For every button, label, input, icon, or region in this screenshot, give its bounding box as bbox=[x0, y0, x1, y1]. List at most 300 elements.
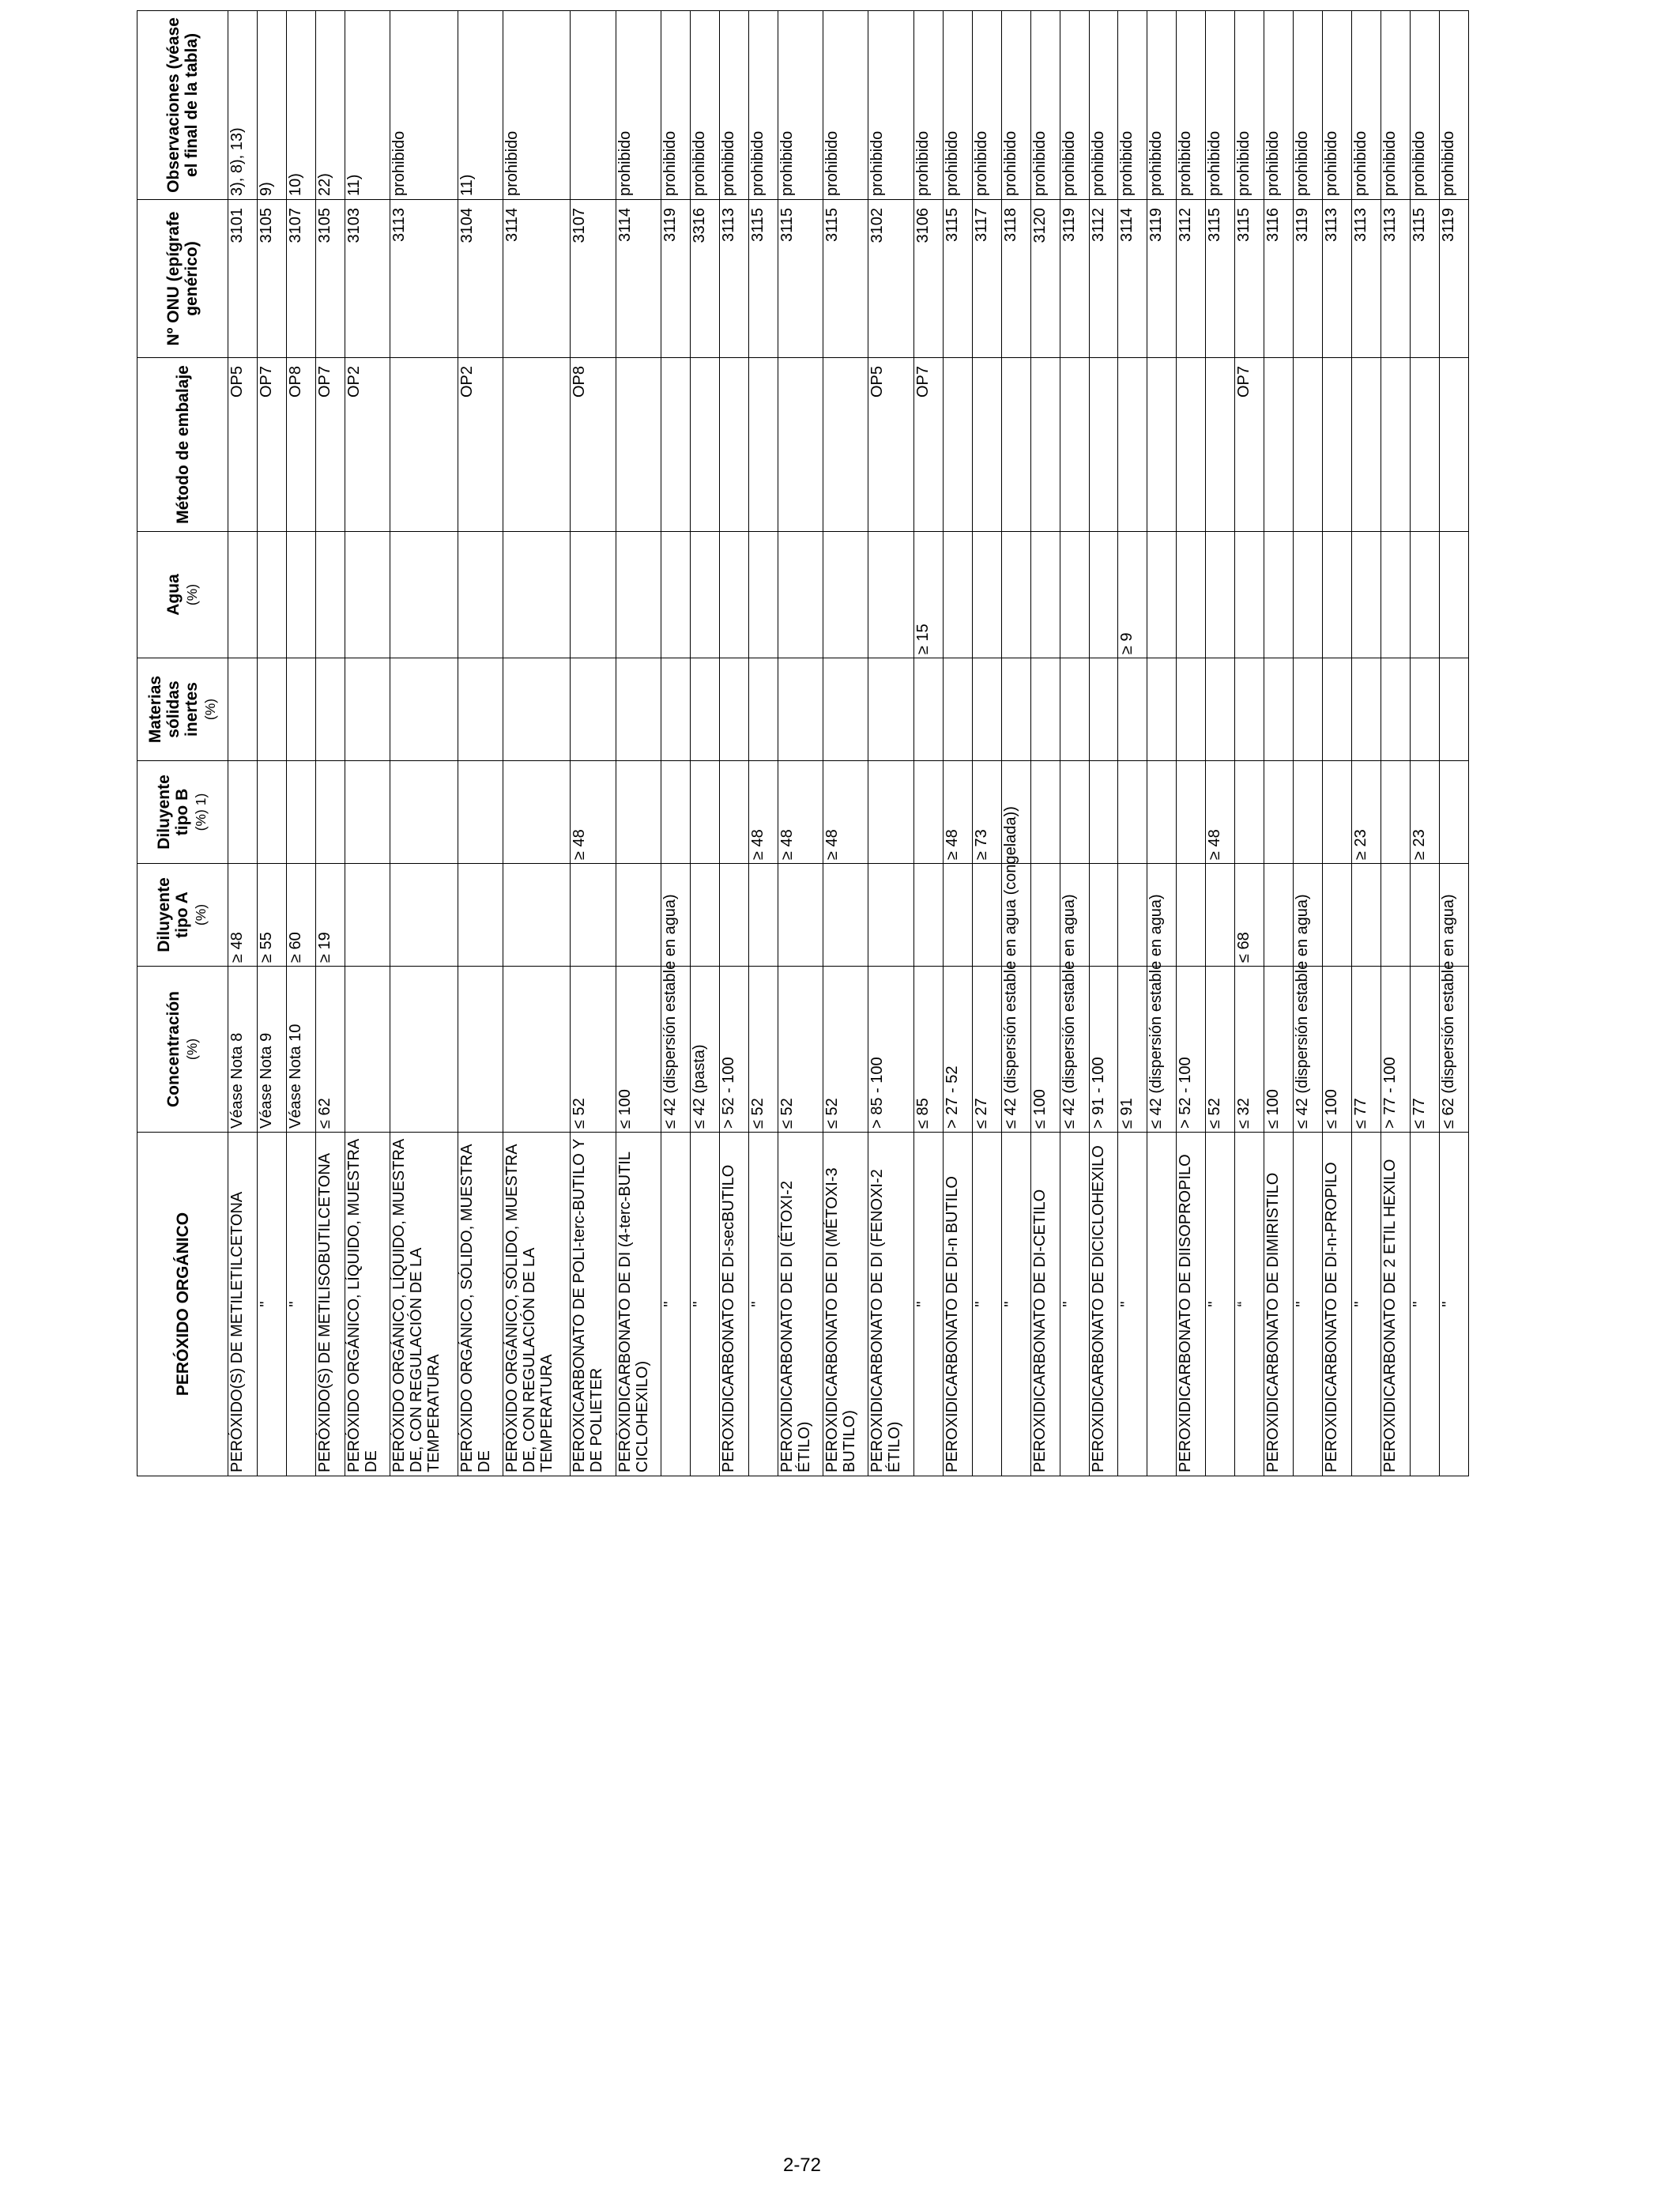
cell-un-number: 3119 bbox=[1439, 200, 1468, 358]
cell-concentration: > 91 - 100 bbox=[1089, 967, 1118, 1133]
cell-inert-solids bbox=[571, 658, 616, 761]
cell-un-number: 3115 bbox=[823, 200, 868, 358]
cell-water bbox=[943, 532, 972, 658]
cell-diluent-a: ≥ 48 bbox=[228, 864, 258, 967]
cell-packing-method bbox=[390, 358, 458, 532]
cell-packing-method: OP5 bbox=[868, 358, 913, 532]
cell-diluent-b bbox=[616, 761, 661, 864]
cell-name: " bbox=[972, 1133, 1001, 1476]
cell-un-number: 3115 bbox=[748, 200, 778, 358]
cell-name: PERÓXIDICARBONATO DE DI (4-terc-BUTIL CICLOHEXILO) bbox=[616, 1133, 661, 1476]
table-row bbox=[1410, 11, 1439, 1476]
cell-observations: prohibido bbox=[1352, 11, 1381, 200]
table-row bbox=[1060, 11, 1089, 1476]
table-row bbox=[458, 11, 503, 1476]
cell-water bbox=[1264, 532, 1294, 658]
cell-observations: prohibido bbox=[690, 11, 719, 200]
table-row bbox=[661, 11, 690, 1476]
cell-water bbox=[719, 532, 748, 658]
cell-diluent-a bbox=[778, 864, 823, 967]
cell-inert-solids bbox=[1264, 658, 1294, 761]
cell-diluent-b: ≥ 48 bbox=[571, 761, 616, 864]
cell-observations: prohibido bbox=[1089, 11, 1118, 200]
cell-observations: prohibido bbox=[616, 11, 661, 200]
cell-packing-method bbox=[748, 358, 778, 532]
cell-diluent-b: ≥ 23 bbox=[1410, 761, 1439, 864]
cell-un-number: 3119 bbox=[1147, 200, 1177, 358]
cell-un-number: 3107 bbox=[286, 200, 315, 358]
cell-concentration bbox=[345, 967, 390, 1133]
cell-diluent-a bbox=[690, 864, 719, 967]
cell-name: " bbox=[690, 1133, 719, 1476]
cell-concentration: ≤ 85 bbox=[913, 967, 943, 1133]
cell-diluent-b bbox=[1089, 761, 1118, 864]
cell-concentration: ≤ 100 bbox=[1030, 967, 1060, 1133]
cell-diluent-a bbox=[1030, 864, 1060, 967]
cell-observations bbox=[571, 11, 616, 200]
cell-diluent-b: ≥ 48 bbox=[823, 761, 868, 864]
cell-inert-solids bbox=[823, 658, 868, 761]
cell-inert-solids bbox=[719, 658, 748, 761]
cell-diluent-b: ≥ 73 bbox=[972, 761, 1001, 864]
cell-un-number: 3114 bbox=[503, 200, 570, 358]
cell-concentration: > 77 - 100 bbox=[1381, 967, 1411, 1133]
cell-diluent-b bbox=[1264, 761, 1294, 864]
cell-inert-solids bbox=[748, 658, 778, 761]
cell-packing-method bbox=[1206, 358, 1235, 532]
cell-packing-method bbox=[1089, 358, 1118, 532]
table-row bbox=[823, 11, 868, 1476]
cell-observations: prohibido bbox=[778, 11, 823, 200]
cell-observations: prohibido bbox=[913, 11, 943, 200]
cell-packing-method bbox=[1439, 358, 1468, 532]
cell-un-number: 3114 bbox=[1118, 200, 1147, 358]
cell-water: ≥ 15 bbox=[913, 532, 943, 658]
cell-diluent-b: ≥ 23 bbox=[1352, 761, 1381, 864]
cell-diluent-b bbox=[345, 761, 390, 864]
cell-un-number: 3316 bbox=[690, 200, 719, 358]
cell-observations: prohibido bbox=[943, 11, 972, 200]
cell-packing-method bbox=[661, 358, 690, 532]
cell-inert-solids bbox=[257, 658, 286, 761]
cell-inert-solids bbox=[1147, 658, 1177, 761]
cell-un-number: 3115 bbox=[1410, 200, 1439, 358]
cell-concentration: ≤ 42 (dispersión estable en agua) bbox=[661, 967, 690, 1133]
cell-observations: prohibido bbox=[1264, 11, 1294, 200]
cell-name: PEROXIDICARBONATO DE DICICLOHEXILO bbox=[1089, 1133, 1118, 1476]
cell-un-number: 3119 bbox=[1294, 200, 1323, 358]
cell-diluent-a bbox=[345, 864, 390, 967]
table-row bbox=[1264, 11, 1294, 1476]
cell-inert-solids bbox=[690, 658, 719, 761]
cell-observations: prohibido bbox=[1323, 11, 1352, 200]
cell-concentration: Véase Nota 10 bbox=[286, 967, 315, 1133]
cell-diluent-a bbox=[1410, 864, 1439, 967]
cell-concentration bbox=[390, 967, 458, 1133]
cell-inert-solids bbox=[1410, 658, 1439, 761]
col-header-inert-solids: Materias sólidas inertes (%) bbox=[137, 658, 228, 761]
cell-un-number: 3119 bbox=[1060, 200, 1089, 358]
cell-observations: prohibido bbox=[503, 11, 570, 200]
cell-diluent-b bbox=[1030, 761, 1060, 864]
cell-water bbox=[1410, 532, 1439, 658]
cell-concentration: ≤ 77 bbox=[1410, 967, 1439, 1133]
cell-concentration: ≤ 62 (dispersión estable en agua) bbox=[1439, 967, 1468, 1133]
cell-name: PEROXIDICARBONATO DE 2 ETIL HEXILO bbox=[1381, 1133, 1411, 1476]
cell-concentration: ≤ 100 bbox=[1323, 967, 1352, 1133]
cell-inert-solids bbox=[1206, 658, 1235, 761]
cell-inert-solids bbox=[1118, 658, 1147, 761]
cell-water bbox=[1381, 532, 1411, 658]
cell-name: PERÓXIDO ORGÁNICO, SÓLIDO, MUESTRA DE bbox=[458, 1133, 503, 1476]
cell-diluent-a bbox=[1177, 864, 1206, 967]
cell-packing-method: OP7 bbox=[913, 358, 943, 532]
cell-diluent-a bbox=[943, 864, 972, 967]
cell-concentration: ≤ 100 bbox=[616, 967, 661, 1133]
cell-un-number: 3102 bbox=[868, 200, 913, 358]
cell-concentration bbox=[503, 967, 570, 1133]
cell-inert-solids bbox=[1030, 658, 1060, 761]
cell-water bbox=[868, 532, 913, 658]
cell-observations: prohibido bbox=[1147, 11, 1177, 200]
cell-diluent-a bbox=[1352, 864, 1381, 967]
cell-observations: 9) bbox=[257, 11, 286, 200]
cell-water bbox=[972, 532, 1001, 658]
cell-water bbox=[661, 532, 690, 658]
cell-diluent-b bbox=[913, 761, 943, 864]
cell-water bbox=[1147, 532, 1177, 658]
cell-concentration: ≤ 42 (dispersión estable en agua) bbox=[1060, 967, 1089, 1133]
cell-water bbox=[1235, 532, 1264, 658]
cell-inert-solids bbox=[868, 658, 913, 761]
cell-packing-method: OP7 bbox=[1235, 358, 1264, 532]
cell-inert-solids bbox=[1235, 658, 1264, 761]
cell-concentration: ≤ 42 (dispersión estable en agua (congelada)) bbox=[1001, 967, 1030, 1133]
cell-un-number: 3115 bbox=[1235, 200, 1264, 358]
table-row bbox=[345, 11, 390, 1476]
cell-name: PEROXIDICARBONATO DE DI-secBUTILO bbox=[719, 1133, 748, 1476]
table-row bbox=[1352, 11, 1381, 1476]
cell-name: " bbox=[1060, 1133, 1089, 1476]
cell-packing-method bbox=[616, 358, 661, 532]
cell-name bbox=[1147, 1133, 1177, 1476]
cell-diluent-b: ≥ 48 bbox=[748, 761, 778, 864]
cell-observations: prohibido bbox=[719, 11, 748, 200]
cell-packing-method bbox=[1381, 358, 1411, 532]
table-row bbox=[286, 11, 315, 1476]
cell-name: PEROXIDICARBONATO DE DI-n BUTILO bbox=[943, 1133, 972, 1476]
cell-inert-solids bbox=[286, 658, 315, 761]
cell-un-number: 3101 bbox=[228, 200, 258, 358]
cell-diluent-b bbox=[868, 761, 913, 864]
cell-concentration: ≤ 77 bbox=[1352, 967, 1381, 1133]
cell-un-number: 3115 bbox=[943, 200, 972, 358]
col-header-water: Agua (%) bbox=[137, 532, 228, 658]
cell-un-number: 3119 bbox=[661, 200, 690, 358]
cell-water bbox=[1439, 532, 1468, 658]
table-row bbox=[748, 11, 778, 1476]
cell-packing-method bbox=[1177, 358, 1206, 532]
table-row bbox=[868, 11, 913, 1476]
cell-inert-solids bbox=[616, 658, 661, 761]
cell-name: " bbox=[257, 1133, 286, 1476]
cell-observations: prohibido bbox=[1001, 11, 1030, 200]
cell-observations: prohibido bbox=[1439, 11, 1468, 200]
cell-inert-solids bbox=[1352, 658, 1381, 761]
cell-observations: prohibido bbox=[1235, 11, 1264, 200]
cell-un-number: 3103 bbox=[345, 200, 390, 358]
cell-observations: prohibido bbox=[1381, 11, 1411, 200]
table-row bbox=[616, 11, 661, 1476]
cell-packing-method bbox=[1352, 358, 1381, 532]
cell-inert-solids bbox=[503, 658, 570, 761]
cell-diluent-a: ≥ 55 bbox=[257, 864, 286, 967]
col-header-diluent-b: Diluyente tipo B (%) 1) bbox=[137, 761, 228, 864]
cell-diluent-b: ≥ 48 bbox=[943, 761, 972, 864]
cell-diluent-a: ≥ 19 bbox=[315, 864, 345, 967]
cell-concentration: ≤ 91 bbox=[1118, 967, 1147, 1133]
cell-inert-solids bbox=[458, 658, 503, 761]
cell-diluent-b bbox=[1323, 761, 1352, 864]
cell-packing-method bbox=[1323, 358, 1352, 532]
cell-water bbox=[458, 532, 503, 658]
table-row bbox=[1294, 11, 1323, 1476]
cell-observations: prohibido bbox=[1060, 11, 1089, 200]
cell-name: " bbox=[1206, 1133, 1235, 1476]
cell-water bbox=[748, 532, 778, 658]
rotated-page-content bbox=[137, 11, 1469, 1476]
cell-inert-solids bbox=[778, 658, 823, 761]
cell-un-number: 3114 bbox=[616, 200, 661, 358]
col-header-name: PERÓXIDO ORGÁNICO bbox=[137, 1133, 228, 1476]
cell-inert-solids bbox=[315, 658, 345, 761]
cell-un-number: 3105 bbox=[257, 200, 286, 358]
cell-inert-solids bbox=[943, 658, 972, 761]
cell-name: " bbox=[1439, 1133, 1468, 1476]
cell-water bbox=[257, 532, 286, 658]
cell-name: PEROXIDICARBONATO DE DI-CETILO bbox=[1030, 1133, 1060, 1476]
cell-observations: prohibido bbox=[1410, 11, 1439, 200]
cell-concentration: ≤ 62 bbox=[315, 967, 345, 1133]
table-row bbox=[913, 11, 943, 1476]
cell-diluent-b bbox=[661, 761, 690, 864]
cell-water bbox=[345, 532, 390, 658]
cell-observations: prohibido bbox=[1118, 11, 1147, 200]
cell-un-number: 3115 bbox=[1206, 200, 1235, 358]
cell-diluent-b bbox=[1118, 761, 1147, 864]
cell-observations: prohibido bbox=[1206, 11, 1235, 200]
cell-diluent-b: ≥ 48 bbox=[1206, 761, 1235, 864]
table-row bbox=[1030, 11, 1060, 1476]
cell-diluent-a: ≤ 68 bbox=[1235, 864, 1264, 967]
col-header-un-number: Nº ONU (epígrafe genérico) bbox=[137, 200, 228, 358]
cell-observations: 11) bbox=[458, 11, 503, 200]
cell-diluent-b bbox=[719, 761, 748, 864]
cell-water bbox=[315, 532, 345, 658]
table-row bbox=[1206, 11, 1235, 1476]
cell-concentration: ≤ 27 bbox=[972, 967, 1001, 1133]
cell-packing-method: OP2 bbox=[458, 358, 503, 532]
cell-water bbox=[286, 532, 315, 658]
cell-inert-solids bbox=[1089, 658, 1118, 761]
col-header-concentration: Concentración (%) bbox=[137, 967, 228, 1133]
cell-un-number: 3113 bbox=[1323, 200, 1352, 358]
cell-diluent-a bbox=[616, 864, 661, 967]
cell-inert-solids bbox=[345, 658, 390, 761]
cell-observations: prohibido bbox=[1294, 11, 1323, 200]
cell-diluent-a bbox=[1118, 864, 1147, 967]
cell-diluent-b bbox=[286, 761, 315, 864]
cell-diluent-a bbox=[1381, 864, 1411, 967]
cell-diluent-b bbox=[458, 761, 503, 864]
cell-un-number: 3117 bbox=[972, 200, 1001, 358]
cell-water bbox=[571, 532, 616, 658]
cell-water bbox=[690, 532, 719, 658]
cell-inert-solids bbox=[1439, 658, 1468, 761]
cell-inert-solids bbox=[1177, 658, 1206, 761]
table-row bbox=[943, 11, 972, 1476]
cell-diluent-b bbox=[1439, 761, 1468, 864]
cell-inert-solids bbox=[913, 658, 943, 761]
page-number: 2-72 bbox=[782, 2154, 822, 2176]
table-row bbox=[1177, 11, 1206, 1476]
cell-packing-method bbox=[943, 358, 972, 532]
table-row bbox=[778, 11, 823, 1476]
cell-concentration: ≤ 52 bbox=[1206, 967, 1235, 1133]
cell-observations: 11) bbox=[345, 11, 390, 200]
cell-diluent-a bbox=[1264, 864, 1294, 967]
cell-diluent-b: ≥ 48 bbox=[778, 761, 823, 864]
table-row bbox=[1381, 11, 1411, 1476]
cell-concentration: > 27 - 52 bbox=[943, 967, 972, 1133]
cell-name: " bbox=[1410, 1133, 1439, 1476]
cell-diluent-a bbox=[571, 864, 616, 967]
table-row bbox=[1439, 11, 1468, 1476]
cell-concentration: ≤ 52 bbox=[778, 967, 823, 1133]
cell-water bbox=[1206, 532, 1235, 658]
cell-packing-method bbox=[1147, 358, 1177, 532]
cell-packing-method bbox=[1030, 358, 1060, 532]
cell-observations: prohibido bbox=[823, 11, 868, 200]
organic-peroxide-table bbox=[137, 10, 1469, 1476]
cell-packing-method: OP8 bbox=[286, 358, 315, 532]
cell-name: " bbox=[1118, 1133, 1147, 1476]
table-row bbox=[972, 11, 1001, 1476]
cell-concentration bbox=[458, 967, 503, 1133]
cell-concentration: ≤ 42 (dispersión estable en agua) bbox=[1294, 967, 1323, 1133]
cell-concentration: ≤ 52 bbox=[748, 967, 778, 1133]
cell-diluent-a bbox=[868, 864, 913, 967]
table-row bbox=[571, 11, 616, 1476]
cell-name: " bbox=[286, 1133, 315, 1476]
cell-concentration: ≤ 42 (pasta) bbox=[690, 967, 719, 1133]
cell-un-number: 3106 bbox=[913, 200, 943, 358]
table-row bbox=[228, 11, 258, 1476]
cell-observations: prohibido bbox=[1030, 11, 1060, 200]
cell-packing-method: OP2 bbox=[345, 358, 390, 532]
cell-concentration: Véase Nota 8 bbox=[228, 967, 258, 1133]
cell-packing-method bbox=[719, 358, 748, 532]
cell-un-number: 3104 bbox=[458, 200, 503, 358]
cell-packing-method bbox=[823, 358, 868, 532]
cell-un-number: 3112 bbox=[1089, 200, 1118, 358]
cell-name: " bbox=[1294, 1133, 1323, 1476]
cell-water bbox=[228, 532, 258, 658]
cell-name: PEROXIDICARBONATO DE DI (ÉTOXI-2 ÉTILO) bbox=[778, 1133, 823, 1476]
cell-diluent-b bbox=[503, 761, 570, 864]
cell-concentration: > 52 - 100 bbox=[1177, 967, 1206, 1133]
cell-diluent-b bbox=[1060, 761, 1089, 864]
cell-diluent-a bbox=[972, 864, 1001, 967]
cell-name: " bbox=[661, 1133, 690, 1476]
table-row bbox=[1147, 11, 1177, 1476]
cell-diluent-a bbox=[458, 864, 503, 967]
cell-observations: prohibido bbox=[748, 11, 778, 200]
cell-water bbox=[1294, 532, 1323, 658]
cell-un-number: 3113 bbox=[719, 200, 748, 358]
cell-water bbox=[390, 532, 458, 658]
cell-name: PEROXIDICARBONATO DE DI-n-PROPILO bbox=[1323, 1133, 1352, 1476]
cell-inert-solids bbox=[1001, 658, 1030, 761]
cell-water bbox=[1352, 532, 1381, 658]
cell-water bbox=[778, 532, 823, 658]
cell-packing-method bbox=[1410, 358, 1439, 532]
table-row bbox=[390, 11, 458, 1476]
cell-un-number: 3107 bbox=[571, 200, 616, 358]
cell-name: “ bbox=[1235, 1133, 1264, 1476]
cell-inert-solids bbox=[1323, 658, 1352, 761]
cell-concentration: > 85 - 100 bbox=[868, 967, 913, 1133]
cell-diluent-b bbox=[257, 761, 286, 864]
cell-name: PERÓXIDO ORGÁNICO, LÍQUIDO, MUESTRA DE bbox=[345, 1133, 390, 1476]
table-row bbox=[315, 11, 345, 1476]
cell-name: " bbox=[1352, 1133, 1381, 1476]
cell-diluent-a bbox=[748, 864, 778, 967]
cell-packing-method bbox=[690, 358, 719, 532]
cell-observations: prohibido bbox=[661, 11, 690, 200]
cell-water bbox=[616, 532, 661, 658]
cell-concentration: ≤ 52 bbox=[823, 967, 868, 1133]
cell-observations: prohibido bbox=[972, 11, 1001, 200]
cell-diluent-a bbox=[1089, 864, 1118, 967]
cell-inert-solids bbox=[228, 658, 258, 761]
cell-water bbox=[1089, 532, 1118, 658]
cell-diluent-b bbox=[1294, 761, 1323, 864]
cell-diluent-a bbox=[1323, 864, 1352, 967]
col-header-diluent-a: Diluyente tipo A (%) bbox=[137, 864, 228, 967]
cell-inert-solids bbox=[1060, 658, 1089, 761]
table-body bbox=[228, 11, 1469, 1476]
cell-name: PEROXIDICARBONATO DE DI (MÉTOXI-3 BUTILO) bbox=[823, 1133, 868, 1476]
cell-name: PEROXICARBONATO DE POLI-terc-BUTILO Y DE POLIETER bbox=[571, 1133, 616, 1476]
cell-un-number: 3115 bbox=[778, 200, 823, 358]
table-row bbox=[1118, 11, 1147, 1476]
cell-water bbox=[823, 532, 868, 658]
cell-water bbox=[503, 532, 570, 658]
cell-un-number: 3118 bbox=[1001, 200, 1030, 358]
cell-observations: prohibido bbox=[868, 11, 913, 200]
table-row bbox=[257, 11, 286, 1476]
table-row bbox=[1089, 11, 1118, 1476]
cell-concentration: > 52 - 100 bbox=[719, 967, 748, 1133]
cell-concentration: ≤ 52 bbox=[571, 967, 616, 1133]
cell-observations: 3), 8), 13) bbox=[228, 11, 258, 200]
cell-packing-method bbox=[1264, 358, 1294, 532]
cell-diluent-a bbox=[719, 864, 748, 967]
cell-packing-method: OP8 bbox=[571, 358, 616, 532]
cell-diluent-b bbox=[1177, 761, 1206, 864]
table-row bbox=[1235, 11, 1264, 1476]
